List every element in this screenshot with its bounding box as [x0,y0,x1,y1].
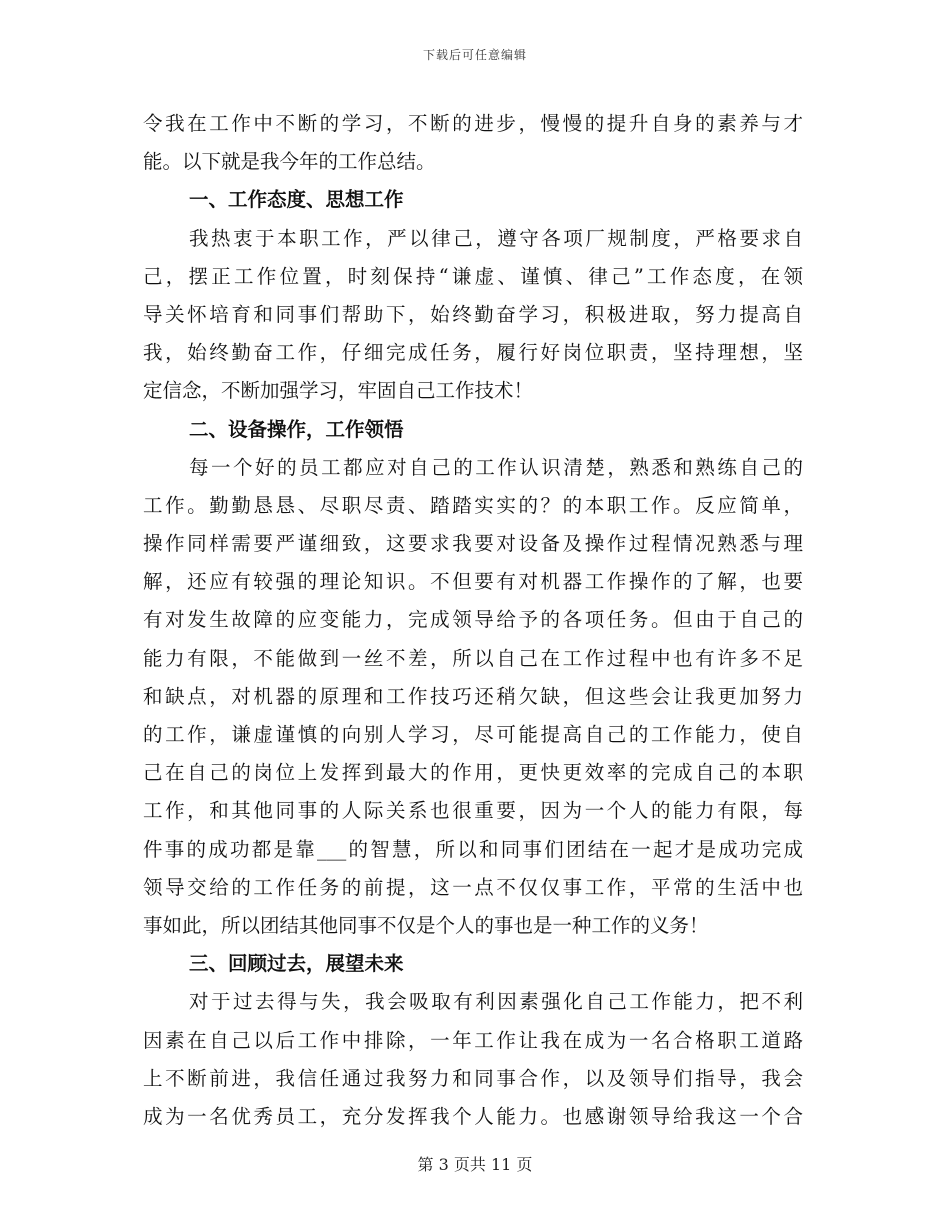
paragraph-line: 己在自己的岗位上发挥到最大的作用，更快更效率的完成自己的本职 [143,761,803,785]
paragraph-line: 能力有限，不能做到一丝不差，所以自己在工作过程中也有许多不足 [143,646,803,670]
paragraph-line: 我热衷于本职工作，严以律己，遵守各项厂规制度，严格要求自 [189,226,803,250]
page-header: 下载后可任意编辑 [422,48,527,62]
paragraph-line: 己，摆正工作位置，时刻保持“谦虚、谨慎、律己”工作态度，在领 [143,264,803,288]
paragraph-line: 每一个好的员工都应对自己的工作认识清楚，熟悉和熟练自己的 [189,455,803,479]
page-footer: 第 3 页共 11 页 [417,1155,533,1174]
paragraph-line: 能。以下就是我今年的工作总结。 [143,150,436,174]
paragraph-line: 件事的成功都是靠___的智慧，所以和同事们团结在一起才是成功完成 [143,837,803,861]
section-heading: 一、工作态度、思想工作 [189,188,404,212]
paragraph-line: 和缺点，对机器的原理和工作技巧还稍欠缺，但这些会让我更加努力 [143,684,803,708]
paragraph-line: 成为一名优秀员工，充分发挥我个人能力。也感谢领导给我这一个合 [143,1104,803,1128]
paragraph-line: 的工作，谦虚谨慎的向别人学习，尽可能提高自己的工作能力，使自 [143,723,803,746]
paragraph-line: 解，还应有较强的理论知识。不但要有对机器工作操作的了解，也要 [143,570,803,594]
paragraph-line: 事如此，所以团结其他同事不仅是个人的事也是一种工作的义务！ [143,913,709,937]
paragraph-line: 工作，和其他同事的人际关系也很重要，因为一个人的能力有限，每 [143,799,803,823]
paragraph-line: 定信念，不断加强学习，牢固自己工作技术！ [143,379,534,403]
paragraph-line: 令我在工作中不断的学习，不断的进步，慢慢的提升自身的素养与才 [143,112,803,135]
paragraph-line: 操作同样需要严谨细致，这要求我要对设备及操作过程情况熟悉与理 [143,532,803,556]
paragraph-line: 领导交给的工作任务的前提，这一点不仅仅事工作，平常的生活中也 [143,875,803,899]
paragraph-line: 因素在自己以后工作中排除，一年工作让我在成为一名合格职工道路 [143,1028,803,1052]
paragraph-line: 我，始终勤奋工作，仔细完成任务，履行好岗位职责，坚持理想，坚 [143,341,803,365]
paragraph-line: 有对发生故障的应变能力，完成领导给予的各项任务。但由于自己的 [143,608,803,632]
paragraph-line: 工作。勤勤恳恳、尽职尽责、踏踏实实的？的本职工作。反应简单， [143,493,803,517]
section-heading: 二、设备操作，工作领悟 [189,417,404,441]
paragraph-line: 对于过去得与失，我会吸取有利因素强化自己工作能力，把不利 [189,990,803,1014]
paragraph-line: 上不断前进，我信任通过我努力和同事合作，以及领导们指导，我会 [143,1066,803,1090]
document-body [143,105,803,1136]
paragraph-line: 导关怀培育和同事们帮助下，始终勤奋学习，积极进取，努力提高自 [143,302,803,326]
section-heading: 三、回顾过去，展望未来 [189,952,404,976]
